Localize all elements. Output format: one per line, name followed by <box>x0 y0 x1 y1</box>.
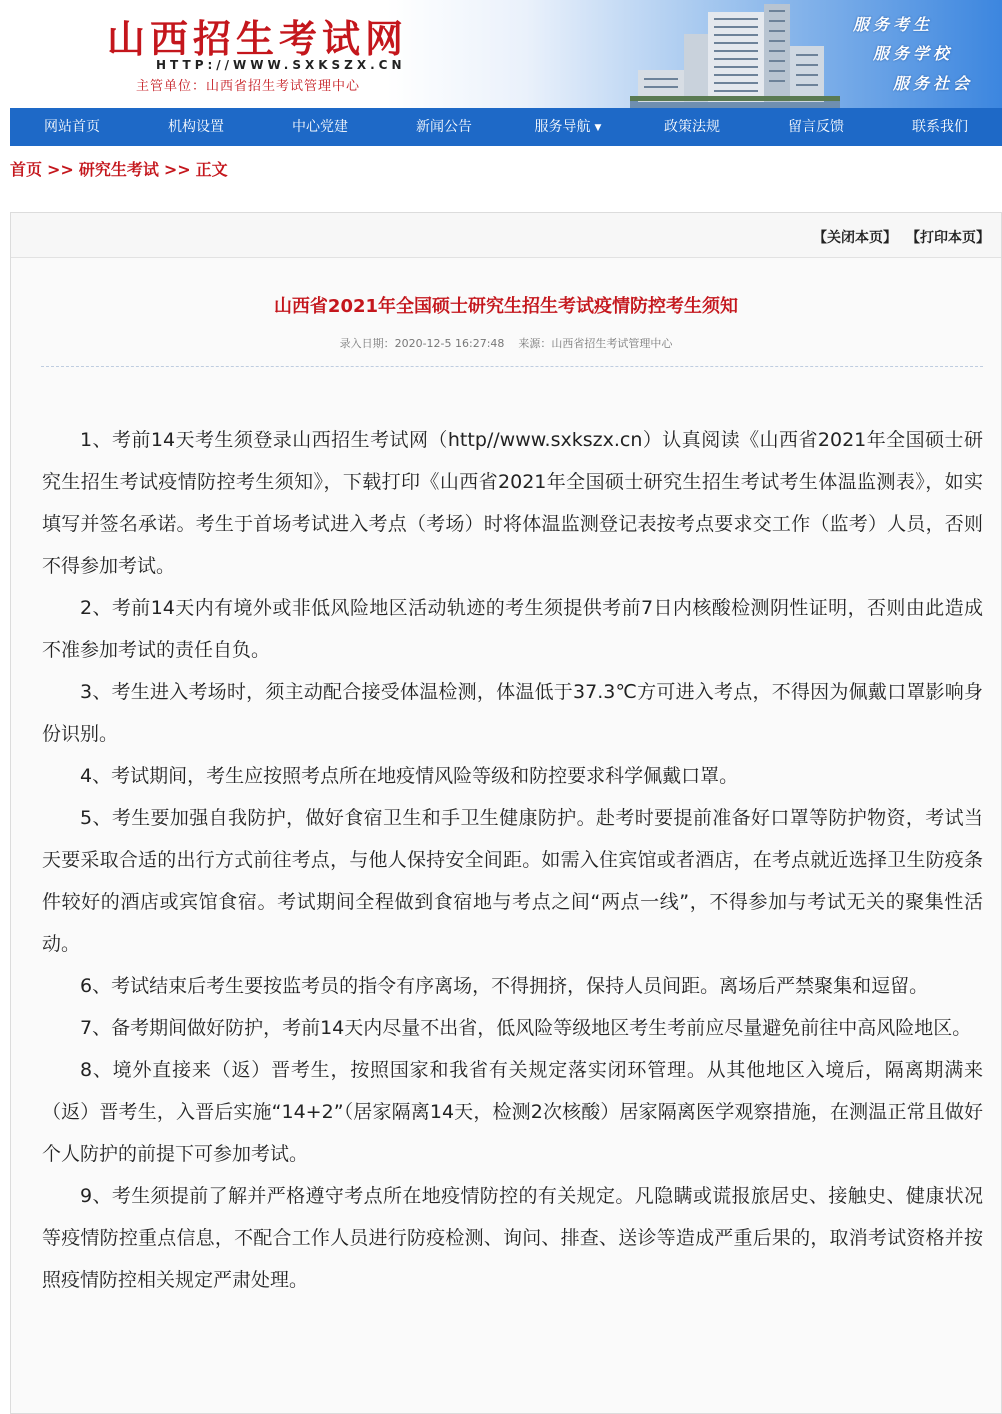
nav-item-news[interactable] <box>382 108 506 146</box>
nav-item-party[interactable] <box>258 108 382 146</box>
breadcrumb-separator: >> <box>47 160 74 179</box>
article-toolbar <box>11 213 1001 258</box>
print-page-button[interactable]: 【打印本页】 <box>906 230 990 246</box>
nav-item-service[interactable] <box>506 108 630 146</box>
slogan-1: 服务考生 <box>853 15 934 34</box>
article-date: 录入日期：2020-12-5 16:27:48 <box>339 337 505 350</box>
nav-item-contact[interactable] <box>878 108 1002 146</box>
nav-item-label: 政策法规 <box>664 119 720 135</box>
slogan-3: 服务社会 <box>893 74 974 93</box>
building-image <box>630 0 840 108</box>
article-paragraph: 1、考前14天考生须登录山西招生考试网（http//www.sxkszx.cn）认真阅读《山西省2021年全国硕士研究生招生考试疫情防控考生须知》，下载打印《山西省2021年全国硕士研究生招生考试考生体温监测表》，如实填写并签名承诺。考生于首场考试进入考点（考场）时将体温监测登记表按考点要求交工作（监考）人员，否则不得参加考试。 <box>42 429 983 577</box>
article-panel <box>10 212 1002 1414</box>
breadcrumb <box>10 157 233 180</box>
site-sponsor: 主管单位：山西省招生考试管理中心 <box>136 79 361 94</box>
nav-item-label: 联系我们 <box>912 119 968 135</box>
article-title: 山西省2021年全国硕士研究生招生考试疫情防控考生须知 <box>273 296 739 317</box>
article-paragraph: 2、考前14天内有境外或非低风险地区活动轨迹的考生须提供考前7日内核酸检测阴性证明，否则由此造成不准参加考试的责任自负。 <box>42 597 983 661</box>
article-source: 来源：山西省招生考试管理中心 <box>518 337 673 350</box>
nav-item-label: 中心党建 <box>292 119 348 135</box>
main-nav <box>10 108 1002 146</box>
article-meta <box>11 335 1001 351</box>
site-header <box>10 0 1002 108</box>
nav-item-label: 留言反馈 <box>788 119 844 135</box>
site-url: HTTP://WWW.SXKSZX.CN <box>156 58 406 72</box>
breadcrumb-section[interactable]: 研究生考试 <box>78 160 159 179</box>
article-paragraph: 9、考生须提前了解并严格遵守考点所在地疫情防控的有关规定。凡隐瞒或谎报旅居史、接触史、健康状况等疫情防控重点信息，不配合工作人员进行防疫检测、询问、排查、送诊等造成严重后果的，取消考试资格并按照疫情防控相关规定严肃处理。 <box>42 1185 983 1291</box>
close-page-button[interactable]: 【关闭本页】 <box>813 230 897 246</box>
divider <box>41 366 983 367</box>
article-paragraph: 3、考生进入考场时，须主动配合接受体温检测，体温低于37.3℃方可进入考点，不得因为佩戴口罩影响身份识别。 <box>42 681 983 745</box>
breadcrumb-separator: >> <box>163 160 191 179</box>
nav-item-feedback[interactable] <box>754 108 878 146</box>
article-paragraph: 4、考试期间，考生应按照考点所在地疫情风险等级和防控要求科学佩戴口罩。 <box>80 765 739 787</box>
article-body <box>42 419 983 1301</box>
nav-item-policy[interactable] <box>630 108 754 146</box>
slogan-2: 服务学校 <box>873 44 954 63</box>
breadcrumb-home[interactable]: 首页 <box>10 160 43 179</box>
site-title[interactable]: 山西招生考试网 <box>107 16 409 61</box>
article-paragraph: 7、备考期间做好防护，考前14天内尽量不出省，低风险等级地区考生考前应尽量避免前往中高风险地区。 <box>80 1017 972 1039</box>
nav-item-label: 服务导航 <box>534 119 591 135</box>
caret-down-icon: ▼ <box>594 123 602 133</box>
article-paragraph: 5、考生要加强自我防护，做好食宿卫生和手卫生健康防护。赴考时要提前准备好口罩等防护物资，考试当天要采取合适的出行方式前往考点，与他人保持安全间距。如需入住宾馆或者酒店，在考点就近选择卫生防疫条件较好的酒店或宾馆食宿。考试期间全程做到食宿地与考点之间“两点一线”，不得参加与考试无关的聚集性活动。 <box>42 807 983 955</box>
article-paragraph: 6、考试结束后考生要按监考员的指令有序离场，不得拥挤，保持人员间距。离场后严禁聚集和逗留。 <box>80 975 929 997</box>
article-paragraph: 8、境外直接来（返）晋考生，按照国家和我省有关规定落实闭环管理。从其他地区入境后，隔离期满来（返）晋考生，入晋后实施“14+2”（居家隔离14天，检测2次核酸）居家隔离医学观察措施，在测温正常且做好个人防护的前提下可参加考试。 <box>42 1059 983 1165</box>
nav-item-label: 机构设置 <box>168 119 224 135</box>
nav-item-label: 新闻公告 <box>416 119 472 135</box>
nav-item-label: 网站首页 <box>44 119 100 135</box>
nav-item-organization[interactable] <box>134 108 258 146</box>
breadcrumb-current: 正文 <box>195 160 228 179</box>
nav-item-home[interactable] <box>10 108 134 146</box>
